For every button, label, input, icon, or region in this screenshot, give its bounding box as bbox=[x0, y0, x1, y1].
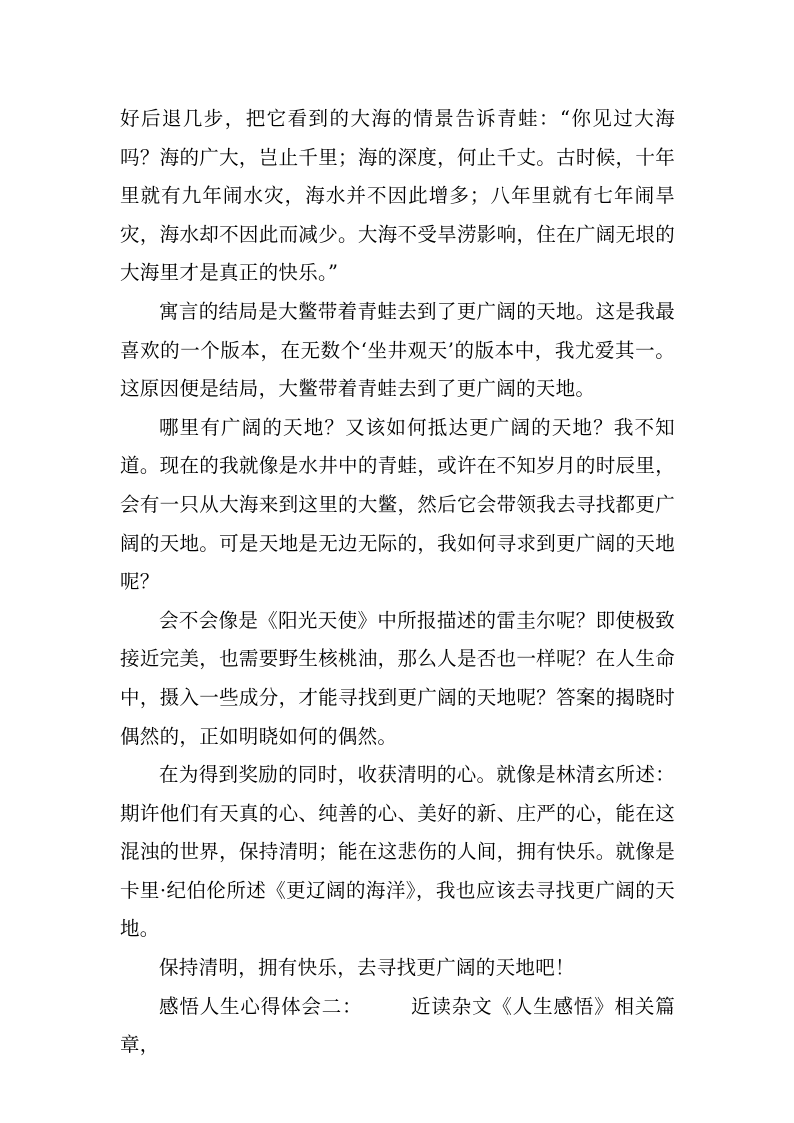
paragraph-3: 哪里有广阔的天地？又该如何抵达更广阔的天地？我不知道。现在的我就像是水井中的青蛙，或许在不知岁月的时辰里，会有一只从大海来到这里的大鳖，然后它会带领我去寻找都更广阔的天地。可是天地是无边无际的，我如何寻求到更广阔的天地呢？ bbox=[120, 415, 675, 594]
section-opening-text: 近读杂文《人生感悟》相关篇章， bbox=[120, 994, 675, 1057]
paragraph-1: 好后退几步，把它看到的大海的情景告诉青蛙：“你见过大海吗？海的广大，岂止千里；海的深度，何止千丈。古时候，十年里就有九年闹水灾，海水并不因此增多；八年里就有七年闹旱灾，海水却不因此而减少。大海不受旱涝影响，住在广阔无垠的大海里才是真正的快乐。” bbox=[120, 107, 675, 285]
paragraph-4: 会不会像是《阳光天使》中所报描述的雷圭尔呢？即使极致接近完美，也需要野生核桃油，那么人是否也一样呢？在人生命中，摄入一些成分，才能寻找到更广阔的天地呢？答案的揭晓时偶然的，正如明晓如何的偶然。 bbox=[120, 608, 675, 748]
document-body bbox=[120, 100, 675, 1065]
paragraph-7 bbox=[120, 988, 675, 1065]
section-heading: 感悟人生心得体会二： bbox=[159, 994, 363, 1018]
paragraph-6: 保持清明，拥有快乐，去寻找更广阔的天地吧！ bbox=[159, 956, 575, 980]
paragraph-5: 在为得到奖励的同时，收获清明的心。就像是林清玄所述：期许他们有天真的心、纯善的心、美好的新、庄严的心，能在这混浊的世界，保持清明；能在这悲伤的人间，拥有快乐。就像是卡里·纪伯伦所述《更辽阔的海洋》，我也应该去寻找更广阔的天地。 bbox=[120, 763, 675, 941]
paragraph-2: 寓言的结局是大鳖带着青蛙去到了更广阔的天地。这是我最喜欢的一个版本，在无数个‘坐井观天’的版本中，我尤爱其一。这原因便是结局，大鳖带着青蛙去到了更广阔的天地。 bbox=[120, 299, 675, 401]
